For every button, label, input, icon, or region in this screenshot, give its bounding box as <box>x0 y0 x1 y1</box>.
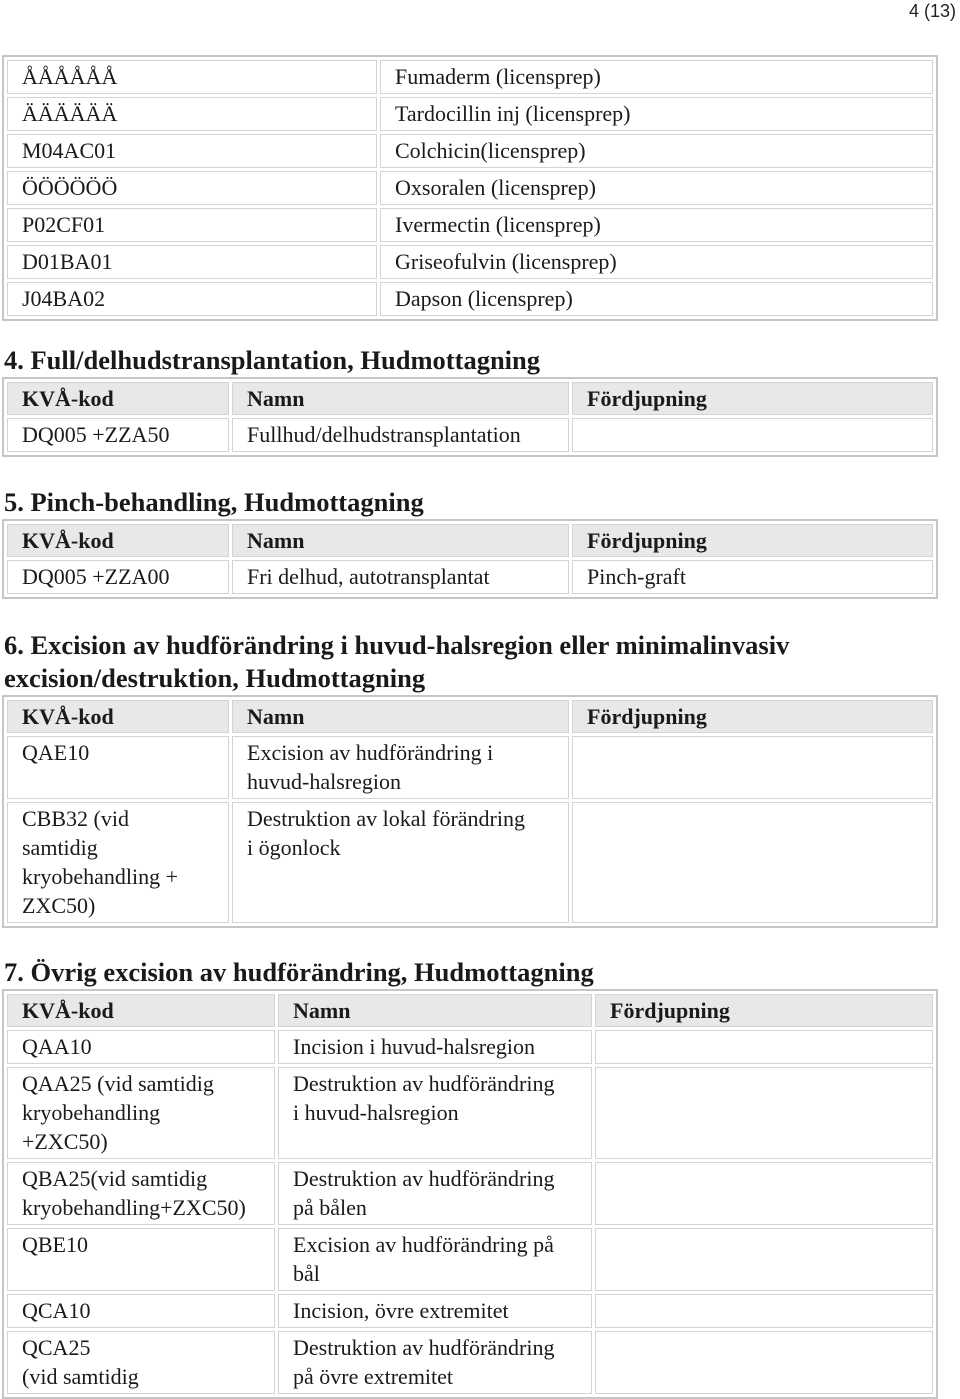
code-cell: QBE10 <box>7 1228 275 1291</box>
table-row <box>7 245 933 279</box>
name-cell: Fullhud/delhudstransplantation <box>232 418 569 452</box>
name-cell: Destruktion av hudförändring i huvud-halsregion <box>278 1067 592 1159</box>
table-row <box>7 1067 933 1159</box>
code-cell: QAE10 <box>7 736 229 799</box>
table-row <box>7 736 933 799</box>
detail-cell <box>595 1162 933 1225</box>
code-cell: CBB32 (vid samtidig kryobehandling + ZXC50) <box>7 802 229 923</box>
table-row <box>7 208 933 242</box>
kva-table <box>2 989 938 1399</box>
table-header-row <box>7 994 933 1027</box>
column-header-code: KVÅ-kod <box>7 994 275 1027</box>
detail-cell <box>595 1331 933 1394</box>
table-row <box>7 802 933 923</box>
kva-table <box>2 695 938 928</box>
table-row <box>7 418 933 452</box>
section-title: 7. Övrig excision av hudförändring, Hudmottagning <box>4 957 594 987</box>
section-title <box>0 629 938 695</box>
table-row <box>7 1294 933 1328</box>
section-title: 5. Pinch-behandling, Hudmottagning <box>4 487 424 517</box>
column-header-detail: Fördjupning <box>572 382 933 415</box>
column-header-detail: Fördjupning <box>572 700 933 733</box>
code-cell: QCA25 (vid samtidig <box>7 1331 275 1394</box>
table-row <box>7 1030 933 1064</box>
column-header-code: KVÅ-kod <box>7 700 229 733</box>
code-cell: M04AC01 <box>7 134 377 168</box>
column-header-detail: Fördjupning <box>572 524 933 557</box>
name-cell: Incision i huvud-halsregion <box>278 1030 592 1064</box>
code-cell: P02CF01 <box>7 208 377 242</box>
detail-cell <box>595 1030 933 1064</box>
table-row <box>7 97 933 131</box>
page-number: 4 (13) <box>908 1 956 21</box>
detail-cell <box>595 1067 933 1159</box>
detail-cell: Pinch-graft <box>572 560 933 594</box>
detail-cell <box>572 418 933 452</box>
column-header-code: KVÅ-kod <box>7 382 229 415</box>
table-row <box>7 1228 933 1291</box>
column-header-name: Namn <box>278 994 592 1027</box>
name-cell: Incision, övre extremitet <box>278 1294 592 1328</box>
name-cell: Griseofulvin (licensprep) <box>380 245 933 279</box>
section-6 <box>0 629 938 928</box>
name-cell: Tardocillin inj (licensprep) <box>380 97 933 131</box>
name-cell: Fumaderm (licensprep) <box>380 60 933 94</box>
table-header-row <box>7 524 933 557</box>
column-header-name: Namn <box>232 382 569 415</box>
name-cell: Ivermectin (licensprep) <box>380 208 933 242</box>
medication-table <box>2 55 938 321</box>
table-row <box>7 282 933 316</box>
section-title-line: 6. Excision av hudförändring i huvud-halsregion eller minimalinvasiv <box>4 630 790 660</box>
section-5 <box>0 486 938 599</box>
table-row <box>7 560 933 594</box>
section-title: 4. Full/delhudstransplantation, Hudmottagning <box>4 345 541 375</box>
table-header-row <box>7 382 933 415</box>
detail-cell <box>572 736 933 799</box>
name-cell: Dapson (licensprep) <box>380 282 933 316</box>
column-header-code: KVÅ-kod <box>7 524 229 557</box>
name-cell: Colchicin(licensprep) <box>380 134 933 168</box>
detail-cell <box>572 802 933 923</box>
column-header-name: Namn <box>232 524 569 557</box>
detail-cell <box>595 1228 933 1291</box>
medication-table-block <box>0 55 938 321</box>
code-cell: J04BA02 <box>7 282 377 316</box>
table-row <box>7 60 933 94</box>
name-cell: Destruktion av lokal förändring i ögonlock <box>232 802 569 923</box>
code-cell: ÖÖÖÖÖÖ <box>7 171 377 205</box>
table-row <box>7 171 933 205</box>
code-cell: QCA10 <box>7 1294 275 1328</box>
table-row <box>7 1331 933 1394</box>
table-row <box>7 134 933 168</box>
table-header-row <box>7 700 933 733</box>
name-cell: Fri delhud, autotransplantat <box>232 560 569 594</box>
section-title-line: excision/destruktion, Hudmottagning <box>4 663 426 693</box>
code-cell: QAA25 (vid samtidig kryobehandling +ZXC50) <box>7 1067 275 1159</box>
column-header-detail: Fördjupning <box>595 994 933 1027</box>
kva-table <box>2 377 938 457</box>
code-cell: DQ005 +ZZA50 <box>7 418 229 452</box>
code-cell: QAA10 <box>7 1030 275 1064</box>
name-cell: Oxsoralen (licensprep) <box>380 171 933 205</box>
detail-cell <box>595 1294 933 1328</box>
column-header-name: Namn <box>232 700 569 733</box>
code-cell: ÄÄÄÄÄÄ <box>7 97 377 131</box>
table-row <box>7 1162 933 1225</box>
kva-table <box>2 519 938 599</box>
name-cell: Excision av hudförändring i huvud-halsregion <box>232 736 569 799</box>
code-cell: D01BA01 <box>7 245 377 279</box>
code-cell: DQ005 +ZZA00 <box>7 560 229 594</box>
section-7 <box>0 956 938 1399</box>
section-4 <box>0 344 938 457</box>
name-cell: Excision av hudförändring på bål <box>278 1228 592 1291</box>
name-cell: Destruktion av hudförändring på övre extremitet <box>278 1331 592 1394</box>
code-cell: QBA25(vid samtidig kryobehandling+ZXC50) <box>7 1162 275 1225</box>
name-cell: Destruktion av hudförändring på bålen <box>278 1162 592 1225</box>
code-cell: ÅÅÅÅÅÅ <box>7 60 377 94</box>
